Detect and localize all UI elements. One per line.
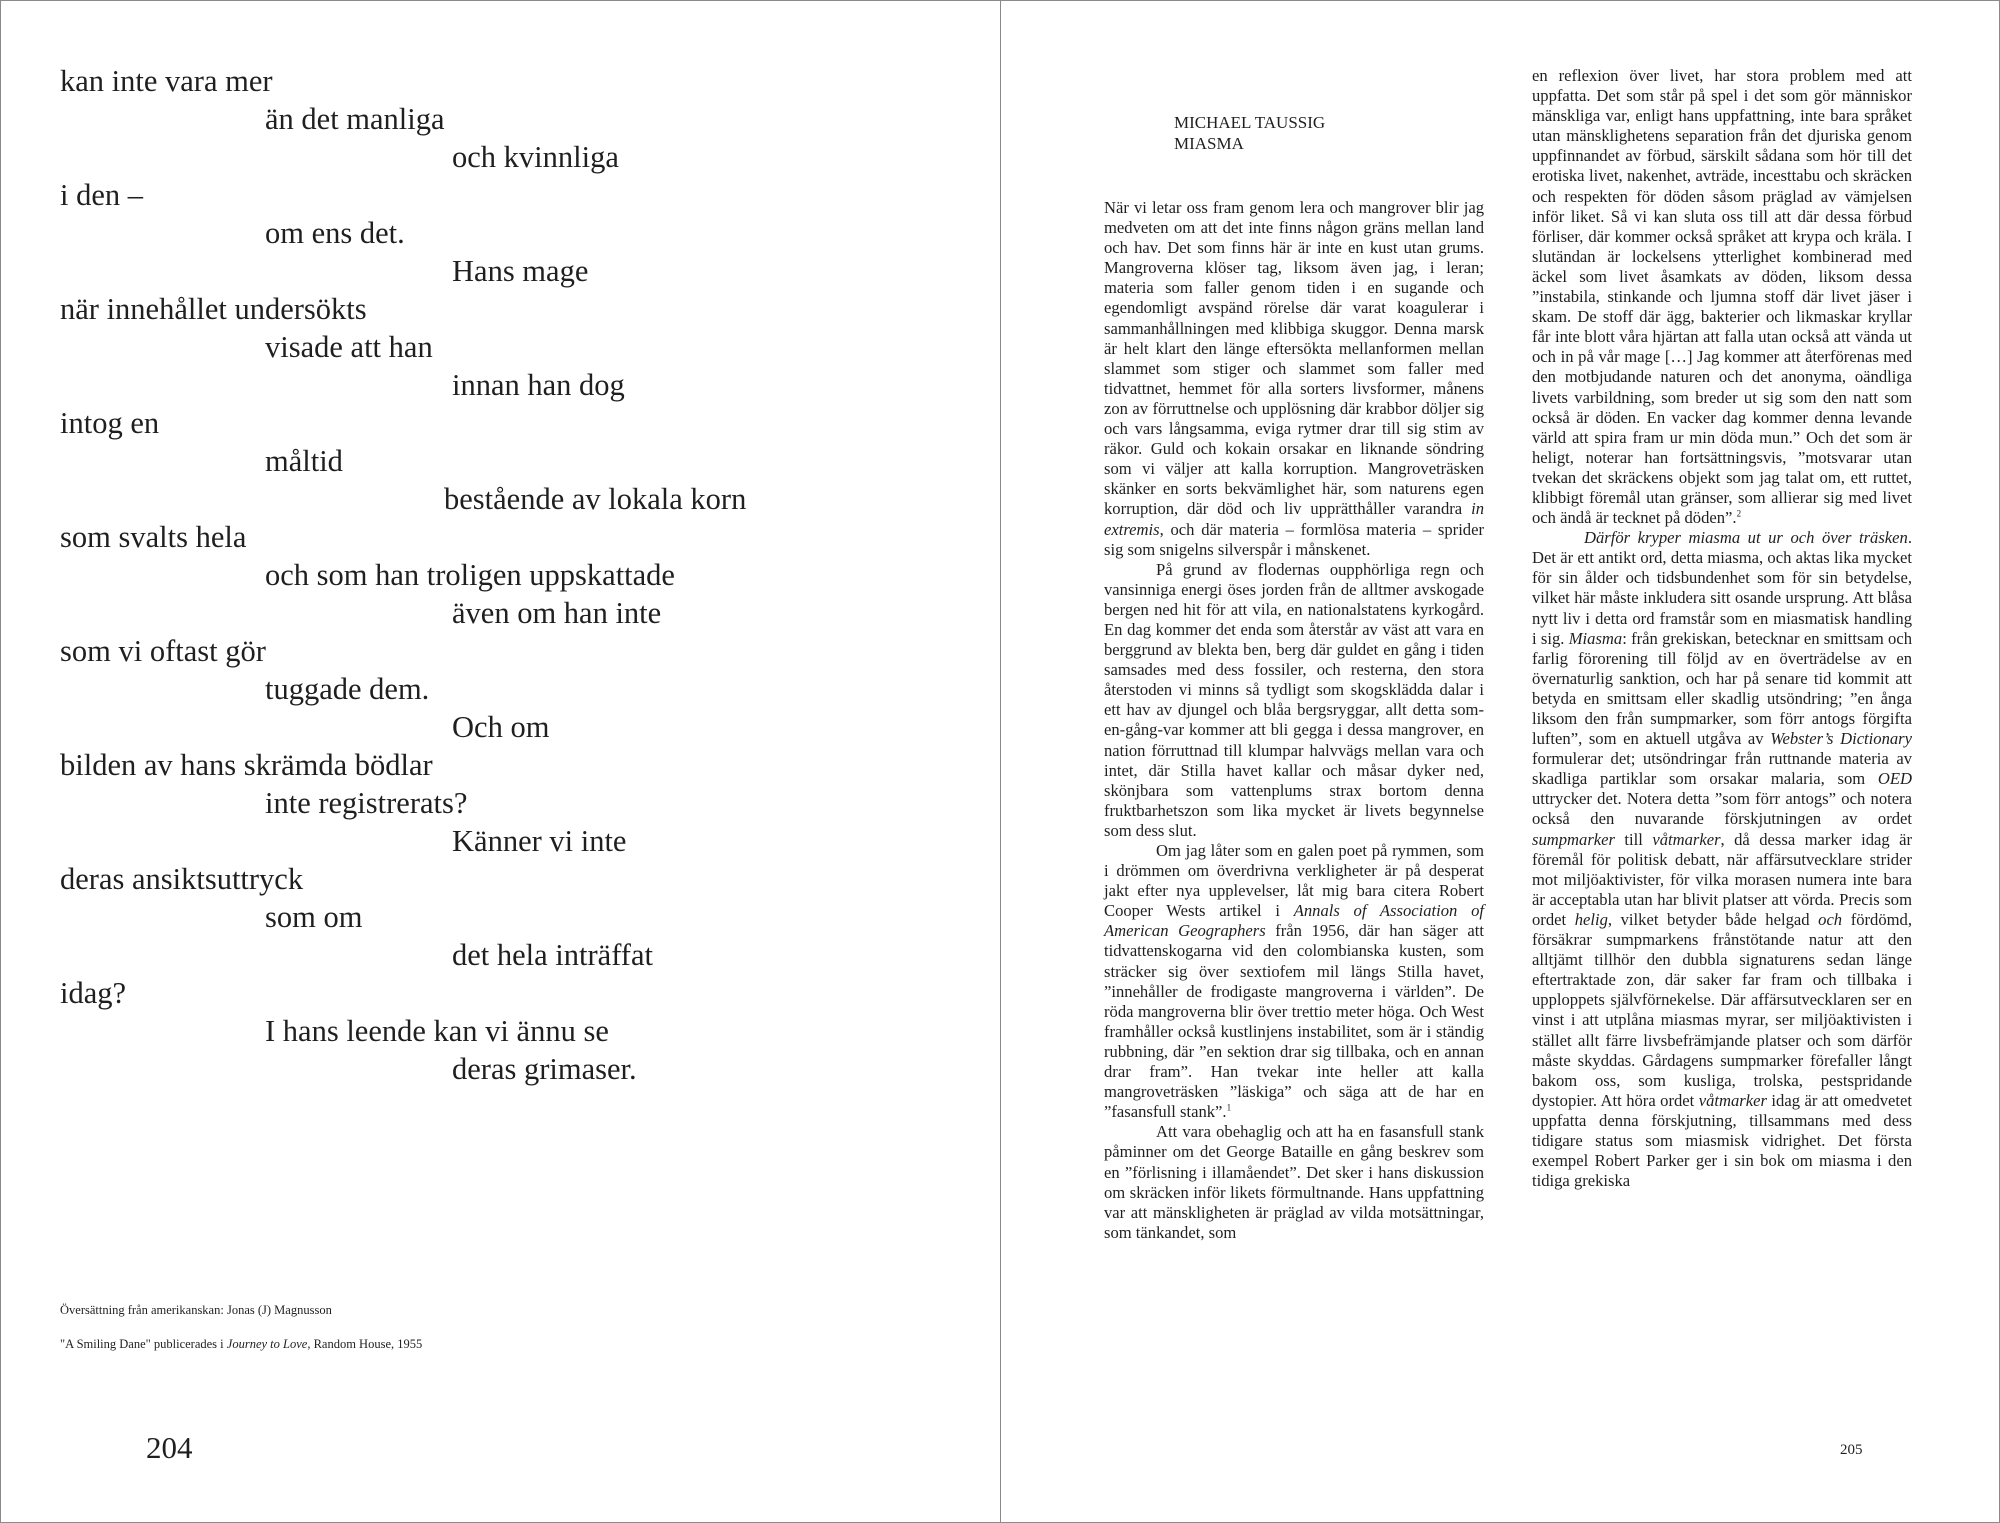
byline — [1174, 112, 1325, 154]
paragraph-italic: våtmarker — [1698, 1090, 1767, 1110]
paragraph-italic: sumpmarker — [1532, 829, 1615, 849]
poem-line: och som han troligen uppskattade — [265, 558, 675, 592]
paragraph: På grund av flodernas oupphörliga regn och vansinniga energi öses jorden från de alltmer avskogade bergen ned hit för att vila, en nationalstatens kyrkogård. En dag kommer det enda som återstår av väst att vara en berggrund av blekta ben, berg där guldet en gång i tiden samsades med dess fossiler, och resterna, den stora återstoden vi minns så tydligt som skogsklädda dalar i ett hav av djungel och blåa bergsryggar, allt detta som-en-gång-var kommer att bli gegga i dessa mangrover, en nation förruttnad till klumpar halvvägs mellan vara och intet, där Stilla havet kallar och måsar dyker ned, skönjbara som vattenplums strax bortom denna fruktbarhetszon som lika mycket är livets begynnelse som dess slut. — [1104, 559, 1484, 840]
paragraph-text: , vilket betyder både helgad — [1607, 909, 1819, 929]
poem-line: idag? — [60, 976, 127, 1010]
paragraph-text: formulerar det; utsöndringar från ruttnande materia av skadliga partiklar som orsakar malaria, som — [1532, 749, 1912, 789]
page-number-right: 205 — [1840, 1442, 1863, 1458]
poem-line: innan han dog — [452, 368, 625, 402]
poem-line: måltid — [265, 444, 343, 478]
paragraph-text: Om jag låter som en galen poet på rymmen, som i drömmen om överdrivna verkligheter är på desperat jakt efter nya upplevelser, låt mig bara citera Robert Cooper Wests artikel i — [1104, 841, 1484, 921]
poem-line: tuggade dem. — [265, 672, 430, 706]
poem-line: bilden av hans skrämda bödlar — [60, 748, 433, 782]
paragraph-italic: Webster’s Dictionary — [1770, 729, 1912, 749]
poem-line: om ens det. — [265, 216, 405, 250]
poem — [60, 62, 940, 1088]
paragraph-italic: Annals of Association of American Geographers — [1104, 901, 1484, 941]
poem-line: inte registrerats? — [265, 786, 468, 820]
paragraph-text: , då dessa marker idag är föremål för politisk debatt, när affärsutvecklare strider mot miljöaktivister, för vilka morasen numera inte bara är acceptabla utan har blivit platser att vörda. Precis som ordet — [1532, 829, 1912, 929]
paragraph-text: : från grekiskan, betecknar en smittsam och farlig förorening till följd av en överträdelse av en övernaturlig sanktion, och har på senare tid kommit att betyda en smittsam eller skadlig utsöndring; ”en ånga liksom den från sumpmarker, som förr antogs förgifta luften”, som en aktuell utgåva av — [1532, 628, 1912, 749]
paragraph-text: idag är att omedvetet uppfatta denna förskjutning, tillsammans med dess tidigare status som miasmisk vidrighet. Det första exempel Robert Parker ger i sin bok om miasma i den tidiga grekiska — [1532, 1090, 1912, 1191]
poem-line: även om han inte — [452, 596, 662, 630]
paragraph-text: . Det är ett antikt ord, detta miasma, och aktas lika mycket för sin ålder och tidsbundenhet som för sin betydelse, vilket här måste inkludera sitt osande ursprung. Att blåsa nytt liv i detta ord framstår som en miasmatisk handling i sig. — [1532, 528, 1912, 648]
poem-line: bestående av lokala korn — [444, 482, 747, 516]
poem-line: deras ansiktsuttryck — [60, 862, 304, 896]
poem-line: Känner vi inte — [452, 824, 627, 858]
paragraph — [1532, 66, 1912, 528]
paragraph — [1532, 528, 1912, 1191]
paragraph-text: till — [1614, 829, 1653, 849]
poem-line: som vi oftast gör — [60, 634, 266, 668]
paragraph-italic: in extremis — [1104, 499, 1484, 539]
paragraph-text: När vi letar oss fram genom lera och mangrover blir jag medveten om att det inte finns någon gräns mellan land och hav. Det som finns här är inte en kust utan grums. Mangroverna klöser tag, liksom även jag, i leran; materia som faller genom tiden i en sugande och egendomligt avspänd rörelse där varat koagulerar i sammanhållningen med klibbiga skuggor. Denna marsk är helt klart den länge eftersökta mellanformen mellan slammet som stiger och slammet som faller med tidvattnet, hemmet för alla sorters livsformer, månens zon av förruttnelse och upplösning där krabbor döljer sig och vars långsamma, eviga rytmer drar till sig stim av räkor. Guld och kokain orsakar en liknande söndring som vi väljer att kalla korruption. Mangroveträsken skänker en sorts bekvämlighet här, som naturens egen korruption, där död och liv upprätthåller varandra — [1104, 198, 1484, 519]
spine-divider — [1000, 0, 1001, 1523]
publication-note — [60, 1336, 422, 1352]
footnote-marker: 2 — [1736, 508, 1742, 519]
poem-line: än det manliga — [265, 102, 445, 136]
poem-line: i den – — [60, 178, 144, 212]
paragraph-italic: helig — [1574, 909, 1608, 929]
paragraph-italic: OED — [1877, 769, 1912, 789]
paragraph-text: en reflexion över livet, har stora problem med att uppfatta. Det som står på spel i det som gör människor mänskliga var, enligt hans uppfattning, inte bara språket utan mänsklighetens separation från det djuriska genom uppfinnandet av förbud, särskilt sådana som hör till det erotiska livet, nakenhet, avträde, incesttabu och skräcken och respekten för döden såsom präglad av vämjelsen inför liket. Så vi kan sluta oss till att där dessa förbud förliser, där kommer också språket att krypa och kräla. I slutändan är lockelsens ytterlighet kombinerad med äckel som livet åsamkats av döden, liksom dessa ”instabila, stinkande och ljumna stoff där livet jäser i skam. De stoff där ägg, bakterier och likmaskar kryllar får inte blott våra hjärtan att falla utan också att vända ut och in på vår mage […] Jag kommer att återförenas med den motbjudande naturen och det anonyma, oändliga livets varbildning, som breder ut sig som den natt som också är döden. En vacker dag kommer denna levande värld att spira fram ur min döda mun.” Och det som är heligt, noterar han fortsättningsvis, ”motsvarar utan tvekan det skräckens objekt som jag talat om, ett ruttet, klibbigt föremål utan gränser, som allierar sig med livet och ändå är tecknet på döden”. — [1532, 66, 1912, 528]
poem-line: visade att han — [265, 330, 433, 364]
translator-note: Översättning från amerikanskan: Jonas (J) Magnusson — [60, 1303, 332, 1317]
paragraph-text: från 1956, där han säger att tidvattenskogarna vid den colombianska kusten, som sträcker sig över sextiofem mil längs Stilla havet, ”innehåller de frodigaste mangroverna i världen”. De röda mangroverna blir över trettio meter höga. Och West framhåller också kustlinjens instabilitet, som är i ständig rubbning, där ”en sektion drar sig tillbaka, och en annan drar fram”. Han tvekar inte heller att kalla mangroveträsken ”läskiga” och säga att de har en ”fasansfull stank”. — [1104, 921, 1484, 1122]
paragraph-italic: Därför kryper miasma ut ur och över träsken — [1584, 528, 1908, 548]
paragraph — [1104, 198, 1484, 560]
poem-line: intog en — [60, 406, 160, 440]
paragraph-italic: Miasma — [1568, 628, 1623, 648]
text-column-1 — [1104, 198, 1484, 1243]
poem-line: Och om — [452, 710, 550, 744]
poem-line: som svalts hela — [60, 520, 247, 554]
poem-line: som om — [265, 900, 363, 934]
paragraph: Att vara obehaglig och att ha en fasansfull stank påminner om det George Bataille en gång beskrev som en ”förlisning i illamåendet”. Det sker i hans diskussion om skräcken inför likets förmultnande. Hans uppfattning var att mänskligheten är präglad av vilda motsättningar, som tänkandet, som — [1104, 1122, 1484, 1242]
poem-line: det hela inträffat — [452, 938, 653, 972]
paragraph — [1104, 841, 1484, 1122]
paragraph-italic: våtmarker — [1652, 829, 1721, 849]
author-name: MICHAEL TAUSSIG — [1174, 113, 1326, 132]
poem-line: I hans leende kan vi ännu se — [265, 1014, 609, 1048]
paragraph-text: fördömd, försäkrar sumpmarkens frånstötande natur att den alltjämt tillhör den dubbla signaturens sedan länge eftertraktade zon, där saker far fram och tillbaka i upploppets självförnekelse. Där affärsutvecklaren ser en vinst i att utplåna miasmas myrar, ser miljöaktivisten i stället allt färre livsbefrämjande platser och som därför måste skyddas. Gårdagens sumpmarker förefaller långt bakom oss, som kusliga, trolska, pestspridande dystopier. Att höra ordet — [1532, 909, 1913, 1110]
poem-line: deras grimaser. — [452, 1052, 637, 1086]
essay-title: MIASMA — [1174, 134, 1244, 153]
page-number-left: 204 — [146, 1430, 193, 1465]
poem-line: när innehållet undersökts — [60, 292, 367, 326]
paragraph-italic: och — [1818, 909, 1843, 929]
paragraph-text: uttrycker det. Notera detta ”som förr antogs” och notera också den nuvarande förskjutningen av ordet — [1532, 789, 1912, 829]
text-column-2 — [1532, 66, 1912, 1191]
poem-line: kan inte vara mer — [60, 64, 273, 98]
paragraph-text: , och där materia – formlösa materia – sprider sig som snigelns silverspår i månskenet. — [1104, 519, 1484, 559]
poem-line: och kvinnliga — [452, 140, 619, 174]
footnote-marker: 1 — [1226, 1102, 1232, 1113]
publication-note-title: Journey to Love — [226, 1337, 308, 1351]
poem-line: Hans mage — [452, 254, 589, 288]
publication-note-pre: "A Smiling Dane" publicerades i — [60, 1337, 227, 1351]
publication-note-post: , Random House, 1955 — [307, 1337, 423, 1351]
